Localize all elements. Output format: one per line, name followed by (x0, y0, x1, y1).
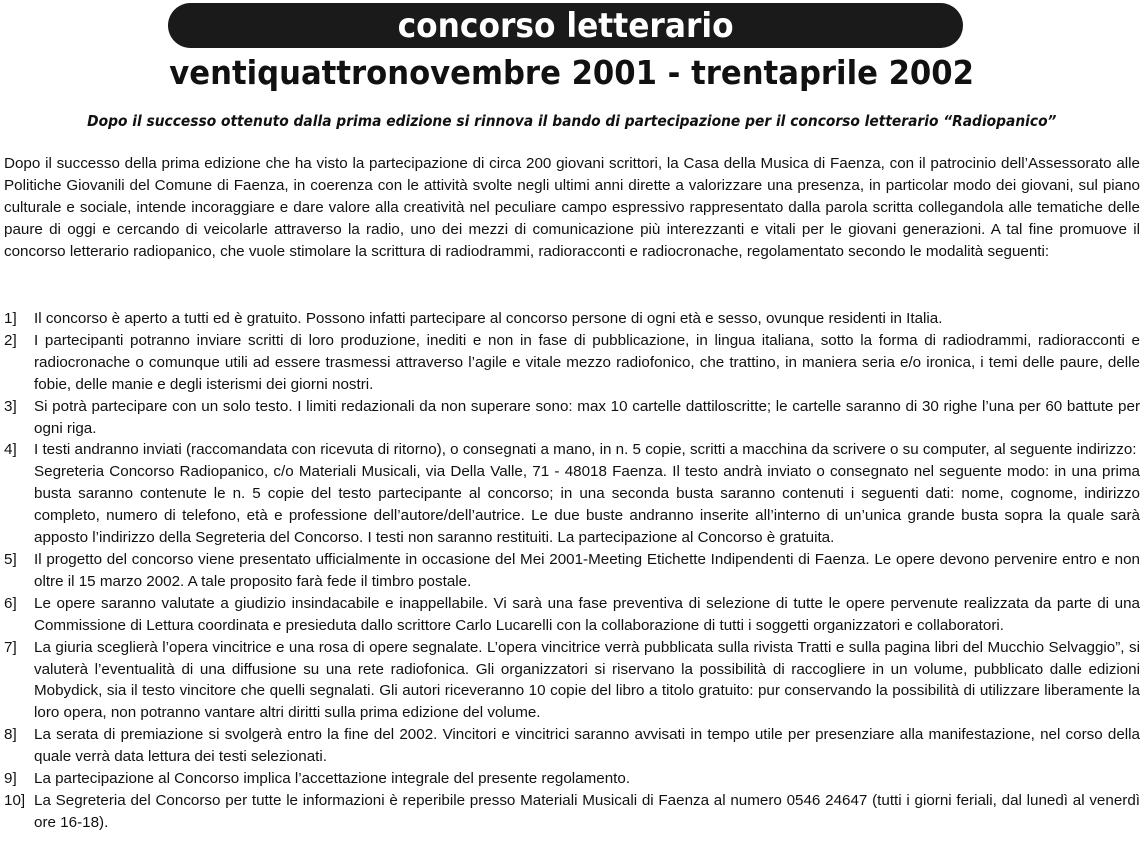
rule-item (4, 439, 1140, 549)
rule-address-text: Segreteria Concorso Radiopanico, c/o Materiali Musicali, via Della Valle, 71 - 48018 Faenza. Il testo andrà inviato o consegnato nel seguente modo: in una prima busta saranno contenute le n. 5 copie del testo partecipante al concorso; in una seconda busta saranno contenuti i seguenti dati: nome, cognome, indirizzo completo, numero di telefono, età e professione dell’autore/dell’autrice. Le due buste andranno inserite all’interno di un’unica grande busta sopra la quale sarà apposto l’indirizzo della Segreteria del Concorso. I testi non saranno restituiti. La partecipazione al Concorso è gratuita. (34, 463, 1140, 547)
banner-title: concorso letterario (397, 5, 734, 46)
rule-text-block (34, 768, 1140, 790)
rule-number: 5] (4, 550, 17, 568)
rule-text-block (34, 790, 1140, 834)
rule-number: 2] (4, 331, 17, 349)
rule-text: La serata di premiazione si svolgerà entro la fine del 2002. Vincitori e vincitrici saranno avvisati in tempo utile per presenziare alla manifestazione, nel corso della quale verrà data lettura dei testi selezionati. (34, 726, 1140, 766)
rule-text-block (34, 724, 1140, 768)
rule-item (4, 724, 1140, 768)
rule-text-block (34, 637, 1140, 725)
rule-text: La partecipazione al Concorso implica l’accettazione integrale del presente regolamento. (34, 770, 631, 788)
rule-text-block (34, 439, 1140, 549)
rule-text: I testi andranno inviati (raccomandata con ricevuta di ritorno), o consegnati a mano, in n. 5 copie, scritti a macchina da scrivere o su computer, al seguente indirizzo: (34, 441, 1137, 459)
rule-number: 3] (4, 397, 17, 415)
rule-text: Il concorso è aperto a tutti ed è gratuito. Possono infatti partecipare al concorso persone di ogni età e sesso, ovunque residenti in Italia. (34, 310, 943, 327)
rule-number: 6] (4, 594, 17, 612)
rule-text-block (34, 549, 1140, 593)
rules-list (4, 308, 1140, 834)
rule-number: 9] (4, 770, 17, 788)
rule-number: 4] (4, 441, 17, 459)
rule-text: Le opere saranno valutate a giudizio insindacabile e inappellabile. Vi sarà una fase preventiva di selezione di tutte le opere pervenute realizzata da parte di una Commissione di Lettura coordinata e presieduta dallo scrittore Carlo Lucarelli con la collaborazione di tutti i soggetti organizzatori e collaboratori. (34, 594, 1140, 634)
rule-text-block (34, 308, 1140, 330)
rule-number: 7] (4, 638, 17, 656)
rule-number: 1] (4, 310, 17, 327)
intro-section (4, 153, 1140, 263)
intro-paragraph: Dopo il successo della prima edizione che ha visto la partecipazione di circa 200 giovani scrittori, la Casa della Musica di Faenza, con il patrocinio dell’Assessorato alle Politiche Giovanili del Comune di Faenza, in coerenza con le attività svolte negli ultimi anni dirette a valorizzare una presenza, in particolar modo dei giovani, sul piano culturale e sociale, intende incoraggiare e dare valore alla creatività nel peculiare campo espressivo rappresentato dalla parola scritta collegandola alle tematiche delle paure di oggi e cercando di veicolarle attraverso la radio, uno dei mezzi di comunicazione più interezzanti e vitali per le giovani generazioni. A tal fine promuove il concorso letterario radiopanico, che vuole stimolare la scrittura di radiodrammi, radioracconti e radiocronache, regolamentato secondo le modalità seguenti: (4, 155, 1140, 260)
rule-text-block (34, 593, 1140, 637)
rule-item (4, 790, 1140, 834)
rule-item (4, 637, 1140, 725)
dates-heading (0, 52, 1144, 94)
rule-item (4, 308, 1140, 330)
rule-text: Si potrà partecipare con un solo testo. I limiti redazionali da non superare sono: max 10 cartelle dattiloscritte; le cartelle saranno di 30 righe l’una per 60 battute per ogni riga. (34, 397, 1140, 437)
rule-item (4, 330, 1140, 396)
rule-text-block (34, 330, 1140, 396)
dates-text: ventiquattronovembre 2001 - trentaprile 2002 (169, 53, 975, 92)
title-banner (168, 3, 963, 48)
rule-item (4, 396, 1140, 440)
rule-text: Il progetto del concorso viene presentato ufficialmente in occasione del Mei 2001-Meeting Etichette Indipendenti di Faenza. Le opere devono pervenire entro e non oltre il 15 marzo 2002. A tale proposito farà fede il timbro postale. (34, 550, 1140, 590)
rule-item (4, 593, 1140, 637)
rule-item (4, 549, 1140, 593)
rule-text: La giuria sceglierà l’opera vincitrice e una rosa di opere segnalate. L’opera vincitrice verrà pubblicata sulla rivista Tratti e sulla pagina libri del Mucchio Selvaggio”, si valuterà l’eventualità di una diffusione su una rete radiofonica. Gli organizzatori si riservano la possibilità di raccogliere in un volume, pubblicato dalle edizioni Mobydick, sia il testo vincitore che quelli segnalati. Gli autori riceveranno 10 copie del libro a titolo gratuito: pur conservando la possibilità di utilizzare liberamente la loro opera, non potranno vantare altri diritti sulla prima edizione del volume. (34, 638, 1140, 722)
rule-item (4, 768, 1140, 790)
rule-text: La Segreteria del Concorso per tutte le informazioni è reperibile presso Materiali Musicali di Faenza al numero 0546 24647 (tutti i giorni feriali, dal lunedì al venerdì ore 16-18). (34, 791, 1140, 831)
rule-number: 8] (4, 726, 17, 744)
tagline (0, 110, 1144, 132)
rule-number: 10] (4, 791, 26, 809)
rule-text-block (34, 396, 1140, 440)
tagline-text: Dopo il successo ottenuto dalla prima edizione si rinnova il bando di partecipazione per il concorso letterario “Radiopanico” (87, 112, 1057, 130)
rule-text: I partecipanti potranno inviare scritti di loro produzione, inediti e non in fase di pubblicazione, in lingua italiana, sotto la forma di radiodrammi, radioracconti e radiocronache o comunque utili ad essere trasmessi attraverso l’agile e vitale mezzo radiofonico, che trattino, in maniera seria e/o ironica, i temi delle paure, delle fobie, delle manie e degli isterismi dei giorni nostri. (34, 331, 1140, 393)
